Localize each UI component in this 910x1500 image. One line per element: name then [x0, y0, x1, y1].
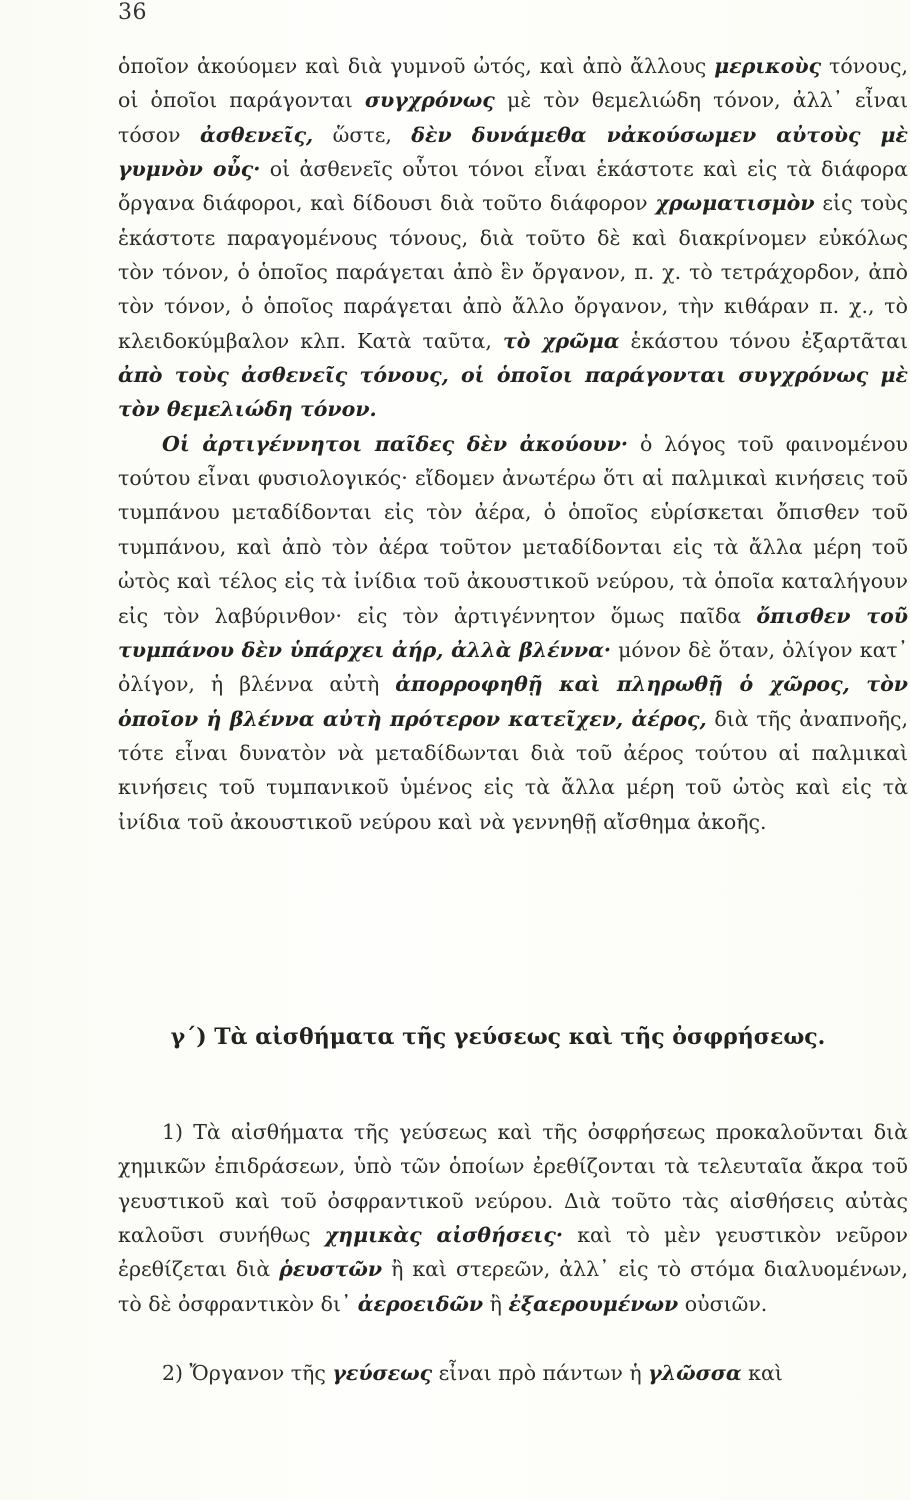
- emphasis-run: τὸ χρῶμα: [502, 328, 620, 353]
- emphasis-run: συγχρόνως: [364, 88, 495, 113]
- emphasis-run: δὲν δυνάμεθα νἀκούσωμεν αὐτοὺς μὲ γυμνὸν οὖς·: [118, 122, 908, 182]
- newborns-lead-phrase: Οἱ ἀρτιγέννητοι παῖδες δὲν ἀκούουν·: [162, 431, 628, 456]
- paragraph-2: [118, 432, 908, 834]
- text-run: καὶ: [741, 1361, 783, 1385]
- emphasis-run: ὄπισθεν τοῦ τυμπάνου δὲν ὑπάρχει ἀήρ, ἀλλὰ βλέννα·: [118, 603, 909, 662]
- paragraph-1: [118, 54, 908, 421]
- emphasis-run: ἀπὸ τοὺς ἀσθενεῖς τόνους, οἱ ὁποῖοι παράγονται συγχρόνως μὲ τὸν θεμελιώδη τόνον.: [118, 363, 908, 422]
- paragraph-4: [162, 1361, 783, 1385]
- text-run: 2) Ὄργανον τῆς: [162, 1361, 333, 1385]
- text-run: ὁ λόγος τοῦ φαινομένου τούτου εἶναι φυσιολογικός· εἴδομεν ἀνωτέρω ὅτι αἱ παλμικαὶ κινήσεις τοῦ τυμπάνου μεταδίδονται εἰς τὸν ἀέρα, ὁ ὁποῖος εὑρίσκεται ὄπισθεν τοῦ τυμπάνου, καὶ ἀπὸ τὸν ἀέρα τοῦτον μεταδίδονται εἰς τὰ ἄλλα μέρη τοῦ ὠτὸς καὶ τέλος εἰς τὰ ἰνίδια τοῦ ἀκουστικοῦ νεύρου, τὰ ὁποῖα καταλήγουν εἰς τὸν λαβύρινθον· εἰς τὸν ἀρτιγέννητον ὅμως παῖδα: [118, 431, 908, 628]
- text-run: εἰς τοὺς ἑκάστοτε παραγομένους τόνους, διὰ τοῦτο δὲ καὶ διακρίνομεν εὐκόλως τὸν τόνον, ὁ ὁποῖος παράγεται ἀπὸ ἓν ὄργανον, π. χ. τὸ τετράχορδον, ἀπὸ τὸν τόνον, ὁ ὁποῖος παράγεται ἀπὸ ἄλλο ὄργανον, τὴν κιθάραν π. χ., τὸ κλειδοκύμβαλον κλπ. Κατὰ ταῦτα,: [118, 191, 908, 353]
- paragraph-chemical-senses: [118, 1115, 908, 1321]
- text-run: ἢ: [483, 1291, 509, 1316]
- section-heading: γ΄) Τὰ αἰσθήματα τῆς γεύσεως καὶ τῆς ὀσφρήσεως.: [170, 1024, 826, 1050]
- emphasis-run: γλῶσσα: [648, 1361, 742, 1385]
- text-run: τόνους, οἱ ὁποῖοι παράγονται: [118, 54, 908, 113]
- emphasis-run: ἐξαερουμένων: [508, 1291, 679, 1316]
- text-run: ὁποῖον ἀκούομεν καὶ διὰ γυμνοῦ ὠτός, καὶ ἀπὸ ἄλλους: [118, 54, 715, 78]
- text-run: οἱ ἀσθενεῖς οὗτοι τόνοι εἶναι ἑκάστοτε καὶ εἰς τὰ διάφορα ὄργανα διάφοροι, καὶ δίδουσι διὰ τοῦτο διάφορον: [118, 157, 908, 216]
- text-run: 1) Τὰ αἰσθήματα τῆς γεύσεως καὶ τῆς ὀσφρήσεως προκαλοῦνται διὰ χημικῶν ἐπιδράσεων, ὑπὸ τῶν ὁποίων ἐρεθίζονται τὰ τελευταῖα ἄκρα τοῦ γευστικοῦ καὶ τοῦ ὀσφραντικοῦ νεύρου. Διὰ τοῦτο τὰς αἰσθήσεις αὐτὰς καλοῦσι συνήθως: [118, 1120, 908, 1248]
- emphasis-run: ἀπορροφηθῇ καὶ πληρωθῇ ὁ χῶρος, τὸν ὁποῖον ἡ βλέννα αὐτὴ πρότερον κατεῖχεν, ἀέρος,: [118, 672, 908, 731]
- text-run: διὰ τῆς ἀναπνοῆς, τότε εἶναι δυνατὸν νὰ μεταδίδωνται διὰ τοῦ ἀέρος τούτου αἱ παλμικαὶ κινήσεις τοῦ τυμπανικοῦ ὑμένος εἰς τὰ ἄλλα μέρη τοῦ ὠτὸς καὶ εἰς τὰ ἰνίδια τοῦ ἀκουστικοῦ νεύρου καὶ νὰ γεννηθῇ αἴσθημα ἀκοῆς.: [118, 706, 908, 834]
- paragraph-hearing: [118, 49, 908, 839]
- text-run: ὥστε,: [313, 122, 412, 147]
- page-number: 36: [118, 0, 147, 25]
- emphasis-run: ἀεροειδῶν: [357, 1291, 484, 1316]
- emphasis-run: γεύσεως: [332, 1361, 433, 1385]
- paragraph-3: [118, 1120, 908, 1316]
- text-run: μόνον δὲ ὅταν, ὀλίγον κατ᾽ ὀλίγον, ἡ βλέννα αὐτὴ: [118, 637, 908, 697]
- emphasis-run: ἀσθενεῖς,: [199, 122, 314, 147]
- text-run: ἑκάστου τόνου ἐξαρτᾶται: [619, 328, 908, 353]
- emphasis-run: χρωματισμὸν: [655, 191, 815, 216]
- text-run: οὐσιῶν.: [678, 1291, 768, 1316]
- emphasis-run: ῥευστῶν: [279, 1257, 383, 1282]
- text-run: ἢ καὶ στερεῶν, ἀλλ᾽ εἰς τὸ στόμα διαλυομένων, τὸ δὲ ὀσφραντικὸν δι᾽: [118, 1257, 908, 1316]
- text-run: καὶ τὸ μὲν γευστικὸν νεῦρον ἐρεθίζεται διὰ: [118, 1223, 908, 1282]
- text-run: εἶναι πρὸ πάντων ἡ: [432, 1361, 649, 1385]
- text-run: μὲ τὸν θεμελιώδη τόνον, ἀλλ᾽ εἶναι τόσον: [118, 88, 908, 147]
- paragraph-taste-organ: [118, 1356, 908, 1390]
- emphasis-run: χημικὰς αἰσθήσεις·: [324, 1223, 563, 1248]
- emphasis-run: μερικοὺς: [714, 54, 822, 78]
